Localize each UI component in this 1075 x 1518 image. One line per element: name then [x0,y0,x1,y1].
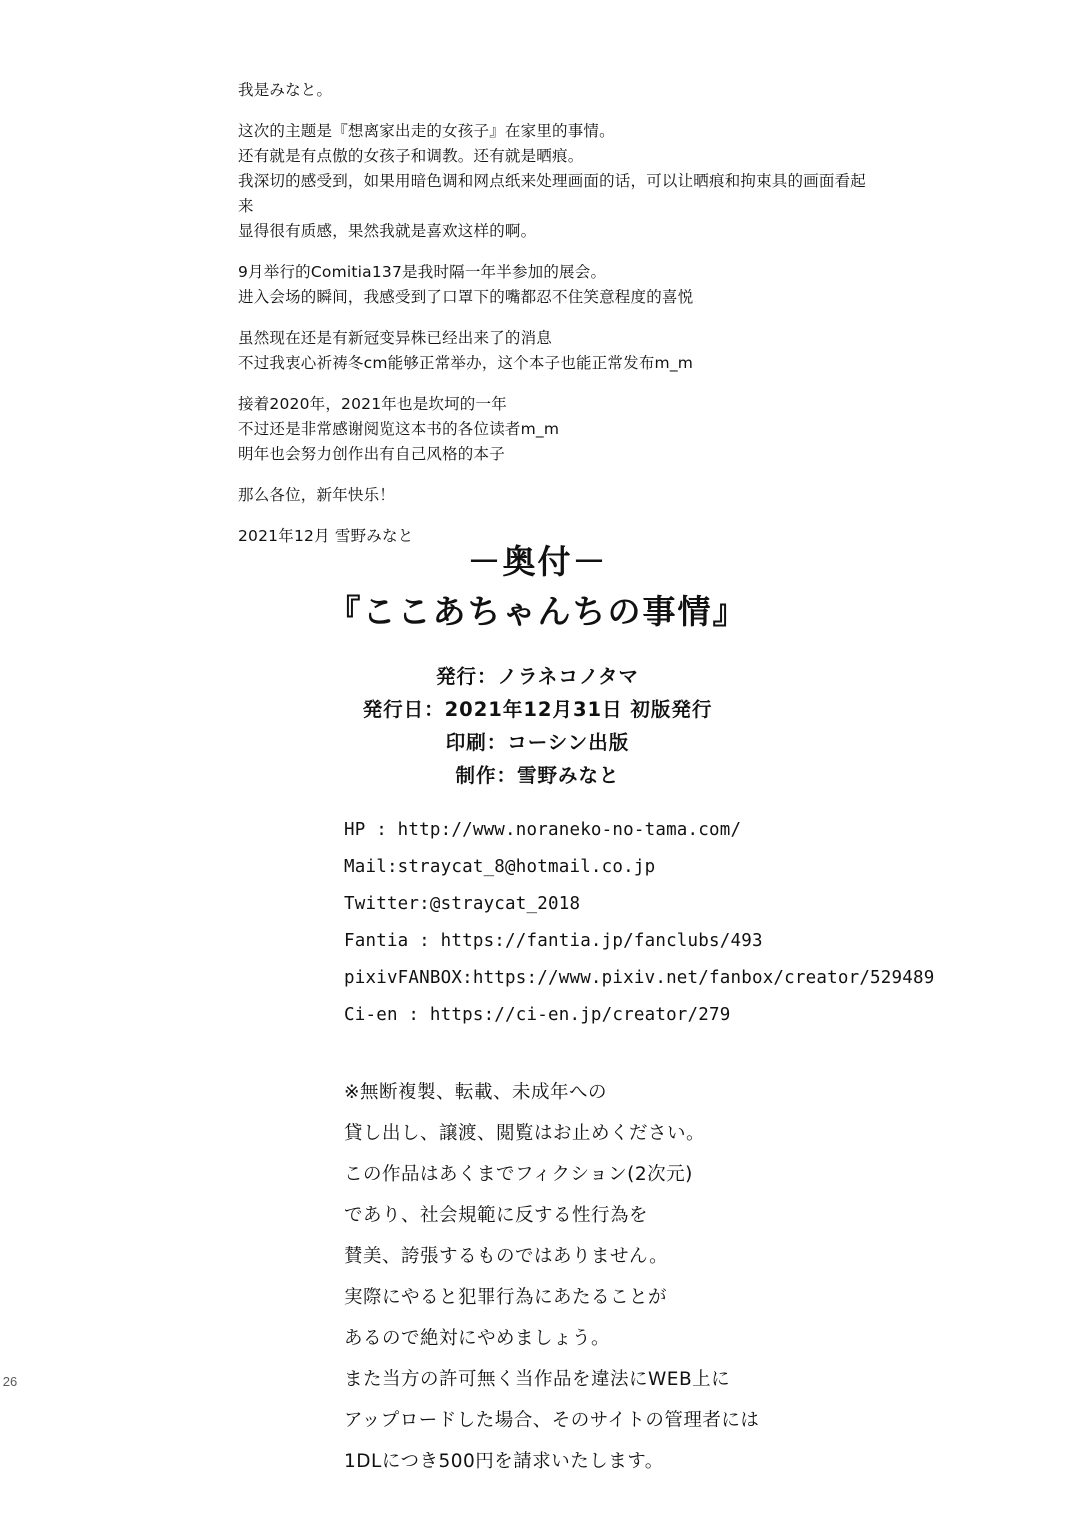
afterword-paragraph: 那么各位，新年快乐！ [238,486,396,504]
contact-mail: Mail:straycat_8@hotmail.co.jp [344,857,656,877]
afterword-paragraph: 接着2020年，2021年也是坎坷的一年 不过还是非常感谢阅览这本书的各位读者m_m 明年也会努力创作出有自己风格的本子 [238,395,560,463]
credit-printer: 印刷：コーシン出版 [445,731,630,754]
page-number: 26 [2,1374,18,1389]
afterword-text-block [238,78,878,549]
notice-line: 貸し出し、譲渡、閲覧はお止めください。 [344,1123,706,1144]
notice-line: であり、社会規範に反する性行為を [344,1205,649,1226]
afterword-paragraph: 我是みなと。 [238,81,333,99]
afterword-paragraph: 9月举行的Comitia137是我时隔一年半参加的展会。 进入会场的瞬间，我感受到了口罩下的嘴都忍不住笑意程度的喜悦 [238,263,694,306]
credit-publisher: 発行：ノラネコノタマ [435,665,640,688]
notice-line: また当方の許可無く当作品を違法にWEB上に [344,1369,731,1390]
contact-twitter: Twitter:@straycat_2018 [344,894,581,914]
afterword-paragraph: 虽然现在还是有新冠变异株已经出来了的消息 不过我衷心祈祷冬cm能够正常举办，这个本子也能正常发布m_m [238,329,694,372]
credit-publication-date: 発行日：2021年12月31日 初版発行 [362,698,713,721]
notice-line: 実際にやると犯罪行為にあたることが [344,1287,668,1308]
colophon-contacts-block [344,812,934,1034]
notice-line: ※無断複製、転載、未成年への [344,1082,608,1103]
colophon-dash-heading: －奥付－ [467,542,608,581]
notice-line: 賛美、誇張するものではありません。 [344,1246,669,1267]
colophon-work-title: 『ここあちゃんちの事情』 [327,592,748,631]
colophon-credits-block [0,660,1075,792]
legal-notice-block [344,1072,759,1482]
contact-ci-en: Ci-en : https://ci-en.jp/creator/279 [344,1005,731,1025]
afterword-paragraph: 这次的主题是『想离家出走的女孩子』在家里的事情。 还有就是有点傲的女孩子和调教。还有就是晒痕。 我深切的感受到，如果用暗色调和网点纸来处理画面的话，可以让晒痕和拘束具的画面看起来 显得很有质感，果然我就是喜欢这样的啊。 [238,122,867,240]
contact-pixiv-fanbox: pixivFANBOX:https://www.pixiv.net/fanbox/creator/529489 [344,968,935,988]
notice-line: アップロードした場合、そのサイトの管理者には [344,1410,760,1431]
notice-line: 1DLにつき500円を請求いたします。 [344,1451,664,1472]
credit-author: 制作：雪野みなと [455,764,620,787]
contact-fantia: Fantia : https://fantia.jp/fanclubs/493 [344,931,763,951]
afterword-signature: 2021年12月 雪野みなと [238,527,414,545]
contact-homepage: HP : http://www.noraneko-no-tama.com/ [344,820,742,840]
notice-line: あるので絶対にやめましょう。 [344,1328,611,1349]
notice-line: この作品はあくまでフィクション(2次元) [344,1164,693,1185]
colophon-heading-block [0,540,1075,636]
